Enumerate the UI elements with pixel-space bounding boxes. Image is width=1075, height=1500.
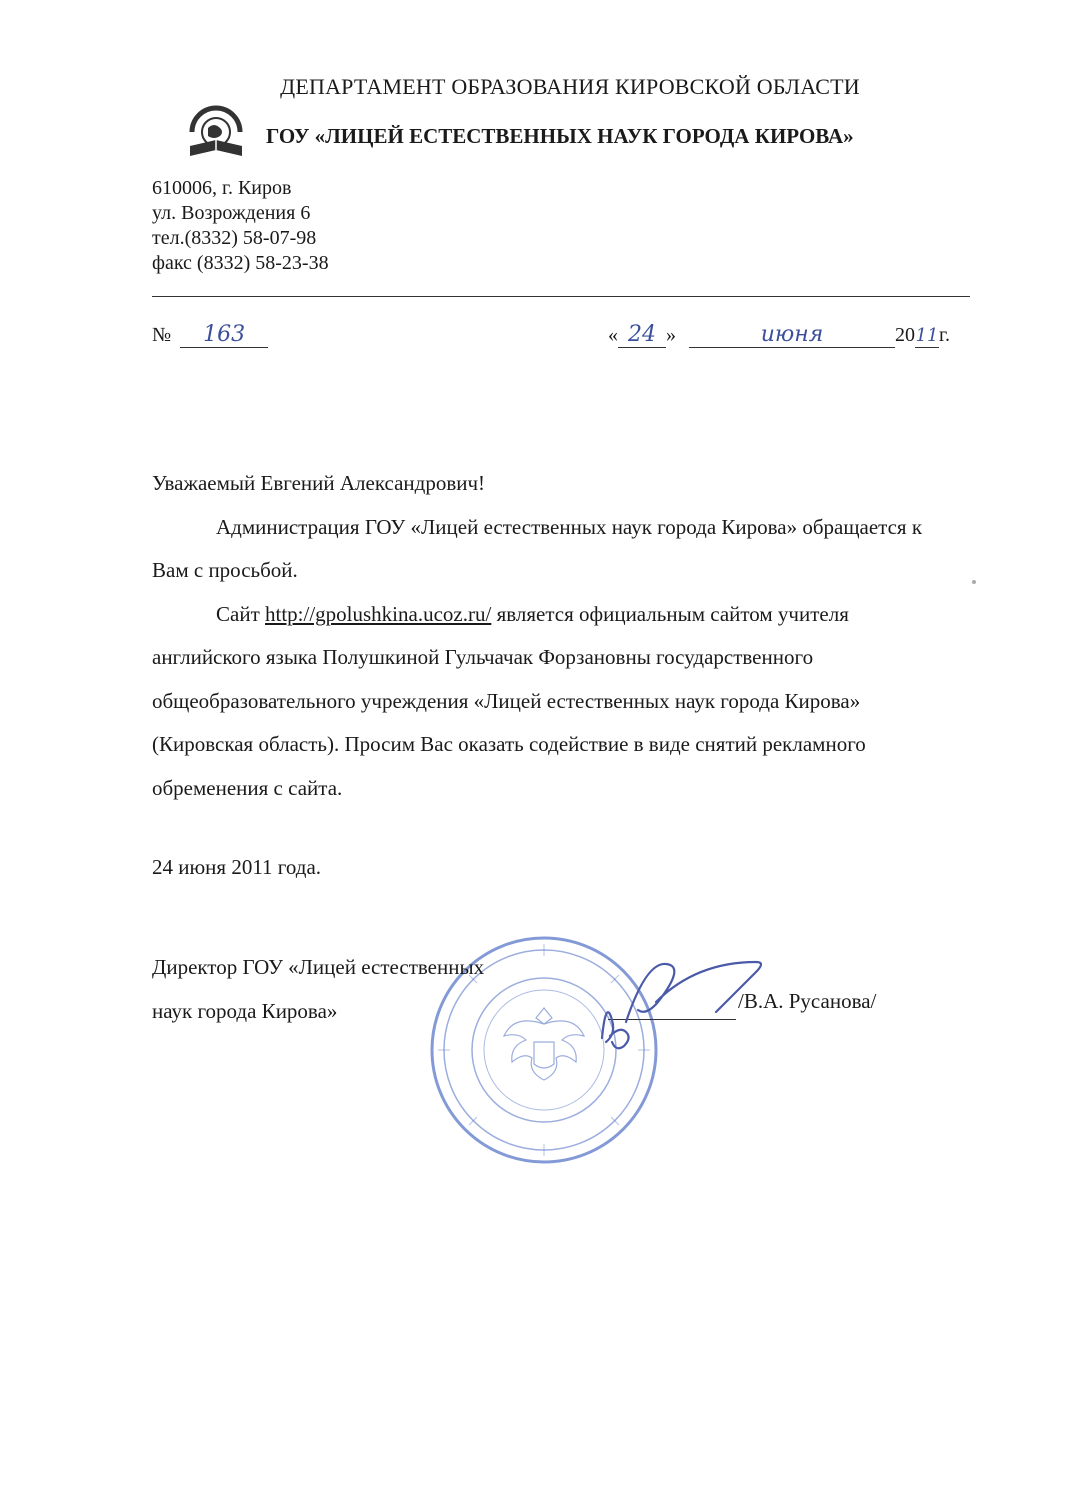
signatory-title	[152, 945, 484, 1033]
fax-line: факс (8332) 58-23-38	[152, 252, 329, 274]
handwritten-month: июня	[760, 322, 824, 347]
site-link[interactable]: http://gpolushkina.ucoz.ru/	[265, 601, 492, 626]
quote-close: »	[666, 324, 676, 346]
letter-body	[152, 462, 952, 810]
title-line: Директор ГОУ «Лицей естественных	[152, 955, 485, 979]
department-title: ДЕПАРТАМЕНТ ОБРАЗОВАНИЯ КИРОВСКОЙ ОБЛАСТИ	[280, 74, 860, 99]
address-line: ул. Возрождения 6	[152, 202, 311, 224]
quote-open: «	[608, 324, 618, 346]
address-line: 610006, г. Киров	[152, 177, 292, 199]
month-field	[689, 322, 895, 348]
greeting: Уважаемый Евгений Александрович!	[152, 471, 486, 495]
letter-date: 24 июня 2011 года.	[152, 855, 322, 879]
year-prefix: 20	[895, 324, 915, 346]
paragraph-request: Администрация ГОУ «Лицей естественных наук города Кирова» обращается к Вам с просьбой.	[152, 514, 923, 582]
number-field	[180, 322, 268, 348]
header-divider	[152, 296, 970, 297]
lyceum-logo	[186, 104, 246, 160]
handwritten-day: 24	[628, 322, 656, 347]
title-line: наук города Кирова»	[152, 999, 338, 1023]
year-field	[915, 324, 939, 348]
signatory-name: /В.А. Русанова/	[738, 989, 877, 1013]
institution-name: ГОУ «ЛИЦЕЙ ЕСТЕСТВЕННЫХ НАУК ГОРОДА КИРОВА»	[266, 124, 854, 148]
phone-line: тел.(8332) 58-07-98	[152, 227, 317, 249]
handwritten-number: 163	[203, 322, 246, 347]
day-field	[618, 322, 666, 348]
year-suffix: г.	[939, 324, 950, 346]
paragraph-site	[152, 593, 952, 811]
scan-speck	[972, 580, 976, 584]
document-number	[152, 322, 268, 348]
handwritten-year: 11	[915, 325, 939, 346]
address-block	[152, 176, 329, 276]
document-date	[608, 322, 950, 348]
site-intro: Сайт	[216, 601, 265, 626]
number-label: №	[152, 324, 172, 346]
site-description: является официальным сайтом учителя английского языка Полушкиной Гульчачак Форзановны государственного общеобразовательного учреждения «Лицей естественных наук города Кирова» (Кировская область). Просим Вас оказать содействие в виде снятий рекламного обременения с сайта.	[152, 601, 866, 800]
